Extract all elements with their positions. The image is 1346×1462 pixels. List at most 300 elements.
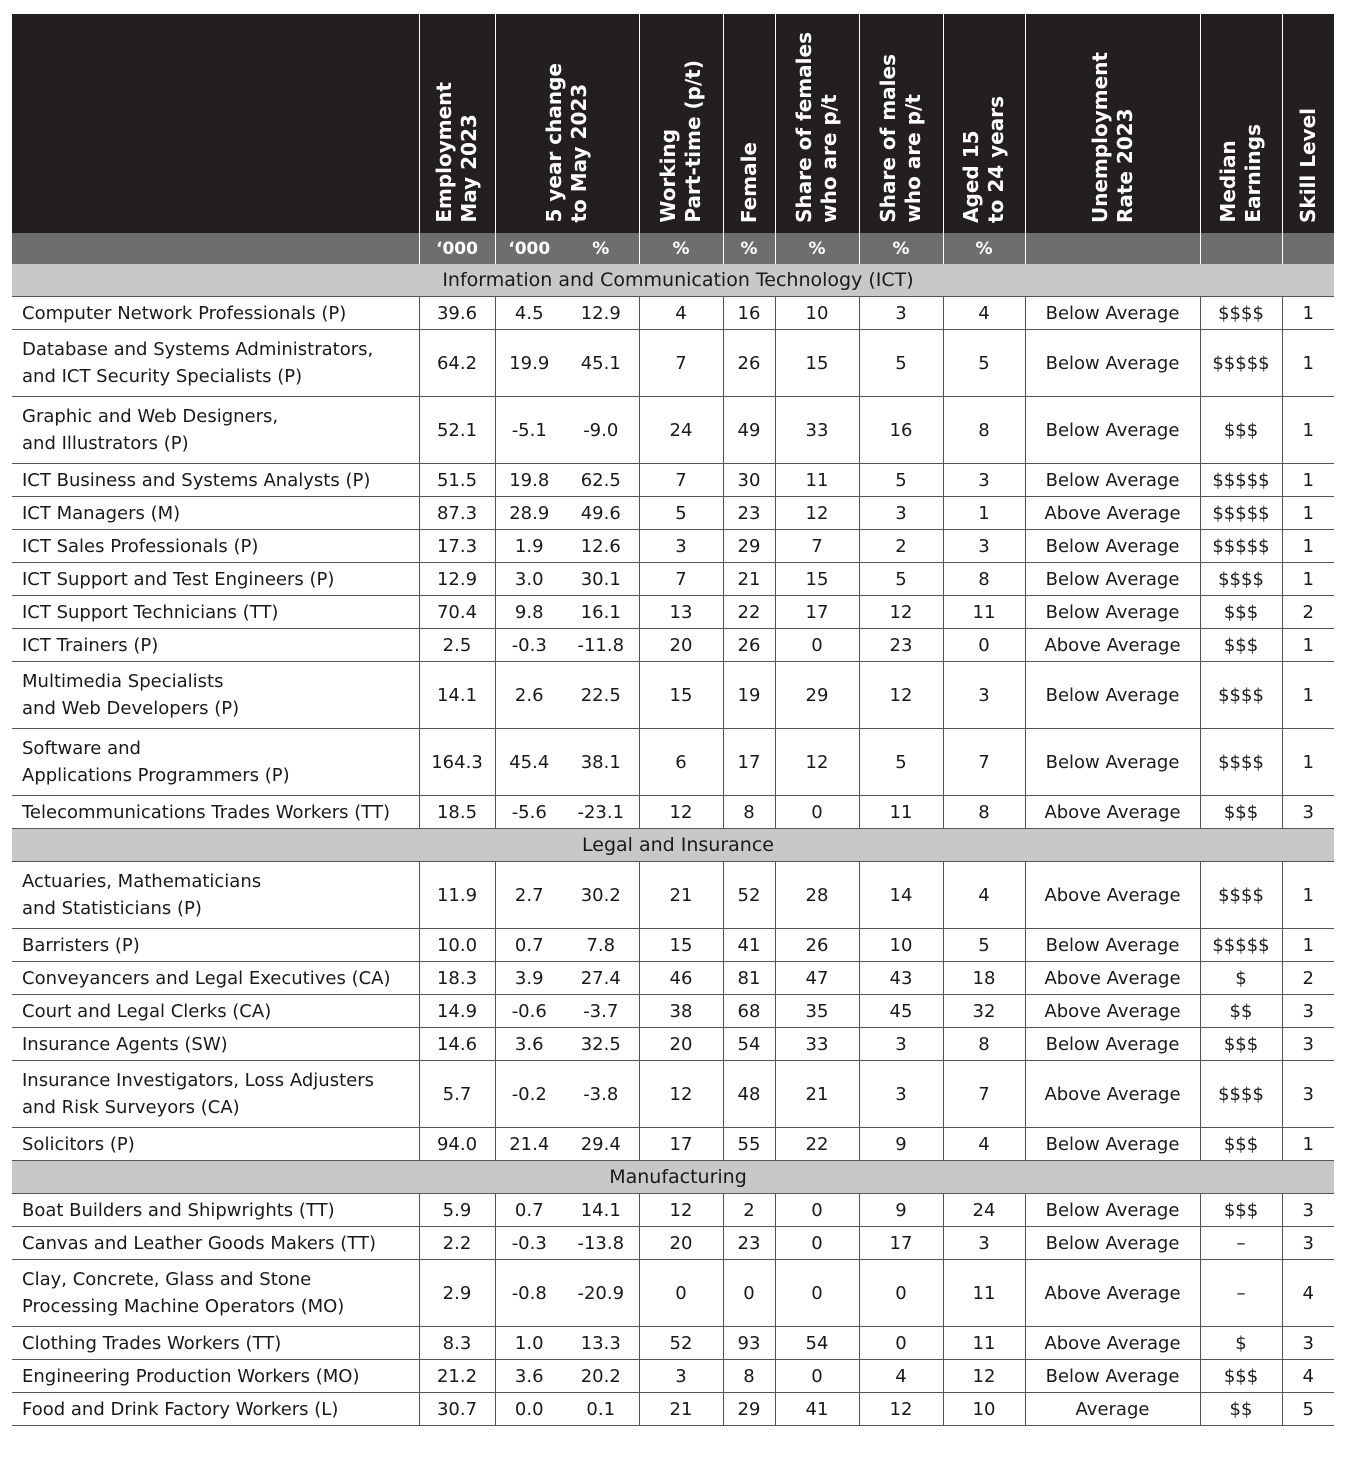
change-pct-cell: 12.9 [563, 297, 639, 330]
change-pct-cell: 7.8 [563, 929, 639, 962]
employment-cell: 2.9 [419, 1260, 495, 1327]
change-pct-cell: 0.1 [563, 1393, 639, 1426]
unit-share-males-pt: % [859, 233, 943, 264]
skill-level-cell: 4 [1282, 1360, 1334, 1393]
unit-skill-level [1282, 233, 1334, 264]
skill-level-cell: 3 [1282, 1061, 1334, 1128]
occupation-cell [12, 1260, 419, 1327]
change-abs-cell: 3.0 [495, 563, 563, 596]
unemployment-rate-cell: Above Average [1025, 629, 1200, 662]
unit-blank [12, 233, 419, 264]
change-abs-cell: -0.3 [495, 629, 563, 662]
share-males-pt-cell: 45 [859, 995, 943, 1028]
aged-15-24-cell: 8 [943, 563, 1025, 596]
section-header-row [12, 264, 1334, 297]
occupation-name-line: and Statisticians (P) [22, 898, 202, 919]
employment-cell: 18.5 [419, 796, 495, 829]
change-abs-cell: 0.7 [495, 1194, 563, 1227]
share-males-pt-cell: 3 [859, 1061, 943, 1128]
unemployment-rate-cell: Below Average [1025, 729, 1200, 796]
table-row [12, 297, 1334, 330]
female-cell: 22 [723, 596, 775, 629]
median-earnings-cell: $ [1200, 962, 1282, 995]
change-abs-cell: -0.3 [495, 1227, 563, 1260]
median-earnings-cell: $$$ [1200, 596, 1282, 629]
aged-15-24-cell: 0 [943, 629, 1025, 662]
occupation-name-line: Canvas and Leather Goods Makers (TT) [22, 1232, 376, 1254]
share-males-pt-cell: 10 [859, 929, 943, 962]
aged-15-24-cell: 3 [943, 464, 1025, 497]
aged-15-24-cell: 8 [943, 397, 1025, 464]
occupation-table-container [12, 14, 1334, 1426]
part-time-cell: 24 [639, 397, 723, 464]
unit-unemployment [1025, 233, 1200, 264]
aged-15-24-cell: 4 [943, 862, 1025, 929]
aged-15-24-cell: 3 [943, 530, 1025, 563]
employment-cell: 70.4 [419, 596, 495, 629]
part-time-cell: 7 [639, 563, 723, 596]
share-females-pt-cell: 15 [775, 563, 859, 596]
aged-15-24-cell: 7 [943, 729, 1025, 796]
table-row [12, 862, 1334, 929]
female-cell: 26 [723, 629, 775, 662]
share-females-pt-cell: 29 [775, 662, 859, 729]
occupation-cell [12, 862, 419, 929]
employment-cell: 14.6 [419, 1028, 495, 1061]
female-cell: 30 [723, 464, 775, 497]
header-median-earnings: Median Earnings [1200, 14, 1282, 233]
part-time-cell: 12 [639, 1061, 723, 1128]
change-abs-cell: 0.7 [495, 929, 563, 962]
skill-level-cell: 2 [1282, 596, 1334, 629]
median-earnings-cell: $$$$ [1200, 563, 1282, 596]
skill-level-cell: 1 [1282, 297, 1334, 330]
table-row [12, 397, 1334, 464]
part-time-cell: 17 [639, 1128, 723, 1161]
employment-cell: 5.9 [419, 1194, 495, 1227]
employment-cell: 8.3 [419, 1327, 495, 1360]
share-males-pt-cell: 2 [859, 530, 943, 563]
share-males-pt-cell: 43 [859, 962, 943, 995]
skill-level-cell: 1 [1282, 464, 1334, 497]
change-abs-cell: 3.9 [495, 962, 563, 995]
female-cell: 17 [723, 729, 775, 796]
occupation-name-line: Multimedia Specialists [22, 671, 224, 692]
table-row [12, 464, 1334, 497]
unemployment-rate-cell: Below Average [1025, 662, 1200, 729]
female-cell: 68 [723, 995, 775, 1028]
occupation-cell [12, 1227, 419, 1260]
aged-15-24-cell: 32 [943, 995, 1025, 1028]
unit-female: % [723, 233, 775, 264]
header-unemployment-rate: Unemployment Rate 2023 [1025, 14, 1200, 233]
median-earnings-cell: $$$$ [1200, 862, 1282, 929]
aged-15-24-cell: 5 [943, 330, 1025, 397]
table-row [12, 596, 1334, 629]
share-females-pt-cell: 33 [775, 397, 859, 464]
change-abs-cell: 1.0 [495, 1327, 563, 1360]
occupation-name-line: Computer Network Professionals (P) [22, 302, 347, 324]
part-time-cell: 21 [639, 1393, 723, 1426]
change-pct-cell: 22.5 [563, 662, 639, 729]
part-time-cell: 3 [639, 530, 723, 563]
female-cell: 23 [723, 1227, 775, 1260]
skill-level-cell: 3 [1282, 1227, 1334, 1260]
female-cell: 16 [723, 297, 775, 330]
table-row [12, 1028, 1334, 1061]
employment-cell: 164.3 [419, 729, 495, 796]
aged-15-24-cell: 11 [943, 1260, 1025, 1327]
header-skill-level: Skill Level [1282, 14, 1334, 233]
skill-level-cell: 3 [1282, 796, 1334, 829]
skill-level-cell: 1 [1282, 729, 1334, 796]
median-earnings-cell: $ [1200, 1327, 1282, 1360]
share-females-pt-cell: 7 [775, 530, 859, 563]
table-row [12, 1327, 1334, 1360]
unemployment-rate-cell: Below Average [1025, 1360, 1200, 1393]
change-pct-cell: 38.1 [563, 729, 639, 796]
change-pct-cell: 45.1 [563, 330, 639, 397]
part-time-cell: 15 [639, 929, 723, 962]
female-cell: 0 [723, 1260, 775, 1327]
unemployment-rate-cell: Below Average [1025, 1194, 1200, 1227]
median-earnings-cell: $$$ [1200, 397, 1282, 464]
change-pct-cell: -11.8 [563, 629, 639, 662]
share-females-pt-cell: 15 [775, 330, 859, 397]
female-cell: 19 [723, 662, 775, 729]
header-five-year-change: 5 year change to May 2023 [495, 14, 639, 233]
share-males-pt-cell: 12 [859, 1393, 943, 1426]
female-cell: 52 [723, 862, 775, 929]
employment-cell: 30.7 [419, 1393, 495, 1426]
occupation-cell [12, 397, 419, 464]
table-row [12, 330, 1334, 397]
occupation-cell [12, 1393, 419, 1426]
occupation-name-line: Database and Systems Administrators, [22, 339, 374, 360]
occupation-name-line: Food and Drink Factory Workers (L) [22, 1398, 339, 1420]
skill-level-cell: 3 [1282, 1327, 1334, 1360]
change-abs-cell: 19.9 [495, 330, 563, 397]
unemployment-rate-cell: Below Average [1025, 596, 1200, 629]
skill-level-cell: 1 [1282, 530, 1334, 563]
unemployment-rate-cell: Below Average [1025, 330, 1200, 397]
section-header-row [12, 1161, 1334, 1194]
employment-cell: 94.0 [419, 1128, 495, 1161]
section-title: Manufacturing [12, 1161, 1334, 1194]
share-males-pt-cell: 16 [859, 397, 943, 464]
aged-15-24-cell: 3 [943, 1227, 1025, 1260]
change-pct-cell: -9.0 [563, 397, 639, 464]
skill-level-cell: 1 [1282, 563, 1334, 596]
share-females-pt-cell: 0 [775, 629, 859, 662]
unit-part-time: % [639, 233, 723, 264]
part-time-cell: 0 [639, 1260, 723, 1327]
change-abs-cell: 3.6 [495, 1028, 563, 1061]
share-females-pt-cell: 22 [775, 1128, 859, 1161]
occupation-name-line: Actuaries, Mathematicians [22, 871, 262, 892]
part-time-cell: 5 [639, 497, 723, 530]
unemployment-rate-cell: Below Average [1025, 1028, 1200, 1061]
unemployment-rate-cell: Below Average [1025, 563, 1200, 596]
change-abs-cell: 28.9 [495, 497, 563, 530]
header-employment: Employment May 2023 [419, 14, 495, 233]
aged-15-24-cell: 7 [943, 1061, 1025, 1128]
table-body [12, 264, 1334, 1426]
change-abs-cell: 21.4 [495, 1128, 563, 1161]
header-share-males-pt: Share of males who are p/t [859, 14, 943, 233]
share-males-pt-cell: 3 [859, 497, 943, 530]
share-females-pt-cell: 0 [775, 1360, 859, 1393]
table-row [12, 1194, 1334, 1227]
change-pct-cell: 20.2 [563, 1360, 639, 1393]
share-females-pt-cell: 41 [775, 1393, 859, 1426]
median-earnings-cell: $$$$ [1200, 1061, 1282, 1128]
skill-level-cell: 2 [1282, 962, 1334, 995]
share-males-pt-cell: 12 [859, 596, 943, 629]
skill-level-cell: 1 [1282, 330, 1334, 397]
unemployment-rate-cell: Average [1025, 1393, 1200, 1426]
occupation-cell [12, 995, 419, 1028]
median-earnings-cell: $$$ [1200, 1360, 1282, 1393]
employment-cell: 2.2 [419, 1227, 495, 1260]
change-pct-cell: 13.3 [563, 1327, 639, 1360]
aged-15-24-cell: 5 [943, 929, 1025, 962]
unit-change-abs: ‘000 [495, 233, 563, 264]
table-row [12, 662, 1334, 729]
occupation-name-line: Clay, Concrete, Glass and Stone [22, 1269, 312, 1290]
occupation-name-line: ICT Business and Systems Analysts (P) [22, 469, 371, 491]
share-females-pt-cell: 12 [775, 497, 859, 530]
unemployment-rate-cell: Below Average [1025, 397, 1200, 464]
occupation-name-line: Barristers (P) [22, 934, 140, 956]
occupation-cell [12, 662, 419, 729]
occupation-cell [12, 962, 419, 995]
share-males-pt-cell: 9 [859, 1128, 943, 1161]
female-cell: 8 [723, 1360, 775, 1393]
table-row [12, 497, 1334, 530]
occupation-cell [12, 1028, 419, 1061]
table-row [12, 1260, 1334, 1327]
share-females-pt-cell: 11 [775, 464, 859, 497]
female-cell: 29 [723, 530, 775, 563]
unemployment-rate-cell: Below Average [1025, 297, 1200, 330]
share-males-pt-cell: 4 [859, 1360, 943, 1393]
female-cell: 23 [723, 497, 775, 530]
share-females-pt-cell: 35 [775, 995, 859, 1028]
unemployment-rate-cell: Above Average [1025, 1260, 1200, 1327]
share-females-pt-cell: 26 [775, 929, 859, 962]
table-row [12, 1393, 1334, 1426]
share-females-pt-cell: 21 [775, 1061, 859, 1128]
occupation-name-line: Clothing Trades Workers (TT) [22, 1332, 282, 1354]
change-abs-cell: 2.6 [495, 662, 563, 729]
share-females-pt-cell: 33 [775, 1028, 859, 1061]
share-males-pt-cell: 3 [859, 297, 943, 330]
share-females-pt-cell: 0 [775, 1260, 859, 1327]
part-time-cell: 12 [639, 1194, 723, 1227]
median-earnings-cell: – [1200, 1227, 1282, 1260]
share-males-pt-cell: 5 [859, 729, 943, 796]
median-earnings-cell: $$$ [1200, 1128, 1282, 1161]
median-earnings-cell: – [1200, 1260, 1282, 1327]
female-cell: 8 [723, 796, 775, 829]
occupation-name-line: ICT Support Technicians (TT) [22, 601, 279, 623]
occupation-name-line: and Risk Surveyors (CA) [22, 1097, 240, 1118]
employment-cell: 18.3 [419, 962, 495, 995]
female-cell: 2 [723, 1194, 775, 1227]
change-pct-cell: 29.4 [563, 1128, 639, 1161]
change-abs-cell: 4.5 [495, 297, 563, 330]
occupation-cell [12, 1194, 419, 1227]
share-males-pt-cell: 12 [859, 662, 943, 729]
skill-level-cell: 1 [1282, 929, 1334, 962]
change-abs-cell: 9.8 [495, 596, 563, 629]
occupation-cell [12, 330, 419, 397]
table-row [12, 995, 1334, 1028]
part-time-cell: 21 [639, 862, 723, 929]
unit-median-earnings [1200, 233, 1282, 264]
skill-level-cell: 3 [1282, 1028, 1334, 1061]
part-time-cell: 38 [639, 995, 723, 1028]
section-header-row [12, 829, 1334, 862]
skill-level-cell: 1 [1282, 662, 1334, 729]
median-earnings-cell: $$$$$ [1200, 330, 1282, 397]
change-pct-cell: -23.1 [563, 796, 639, 829]
occupation-name-line: Engineering Production Workers (MO) [22, 1365, 360, 1387]
occupation-cell [12, 596, 419, 629]
female-cell: 54 [723, 1028, 775, 1061]
occupation-cell [12, 497, 419, 530]
employment-cell: 14.9 [419, 995, 495, 1028]
employment-cell: 87.3 [419, 497, 495, 530]
occupation-cell [12, 796, 419, 829]
skill-level-cell: 1 [1282, 629, 1334, 662]
skill-level-cell: 3 [1282, 995, 1334, 1028]
aged-15-24-cell: 8 [943, 1028, 1025, 1061]
aged-15-24-cell: 11 [943, 596, 1025, 629]
unemployment-rate-cell: Above Average [1025, 862, 1200, 929]
share-females-pt-cell: 12 [775, 729, 859, 796]
part-time-cell: 20 [639, 1227, 723, 1260]
share-females-pt-cell: 0 [775, 1194, 859, 1227]
female-cell: 49 [723, 397, 775, 464]
share-females-pt-cell: 10 [775, 297, 859, 330]
unit-aged-15-24: % [943, 233, 1025, 264]
aged-15-24-cell: 12 [943, 1360, 1025, 1393]
change-abs-cell: -0.6 [495, 995, 563, 1028]
aged-15-24-cell: 4 [943, 297, 1025, 330]
change-abs-cell: -0.8 [495, 1260, 563, 1327]
median-earnings-cell: $$$ [1200, 1194, 1282, 1227]
unemployment-rate-cell: Below Average [1025, 530, 1200, 563]
part-time-cell: 7 [639, 330, 723, 397]
change-pct-cell: -20.9 [563, 1260, 639, 1327]
unemployment-rate-cell: Above Average [1025, 995, 1200, 1028]
median-earnings-cell: $$$$ [1200, 662, 1282, 729]
occupation-name-line: Processing Machine Operators (MO) [22, 1296, 345, 1317]
share-females-pt-cell: 54 [775, 1327, 859, 1360]
share-males-pt-cell: 17 [859, 1227, 943, 1260]
occupation-name-line: Insurance Agents (SW) [22, 1033, 228, 1055]
unemployment-rate-cell: Below Average [1025, 1128, 1200, 1161]
occupation-cell [12, 1061, 419, 1128]
share-males-pt-cell: 14 [859, 862, 943, 929]
occupation-cell [12, 1128, 419, 1161]
female-cell: 48 [723, 1061, 775, 1128]
skill-level-cell: 5 [1282, 1393, 1334, 1426]
unemployment-rate-cell: Above Average [1025, 1327, 1200, 1360]
occupation-table [12, 14, 1334, 1426]
part-time-cell: 13 [639, 596, 723, 629]
occupation-cell [12, 929, 419, 962]
part-time-cell: 3 [639, 1360, 723, 1393]
median-earnings-cell: $$$ [1200, 629, 1282, 662]
unemployment-rate-cell: Above Average [1025, 796, 1200, 829]
female-cell: 93 [723, 1327, 775, 1360]
change-abs-cell: -5.1 [495, 397, 563, 464]
part-time-cell: 20 [639, 629, 723, 662]
unemployment-rate-cell: Below Average [1025, 1227, 1200, 1260]
share-females-pt-cell: 0 [775, 1227, 859, 1260]
change-abs-cell: 2.7 [495, 862, 563, 929]
occupation-name-line: Telecommunications Trades Workers (TT) [22, 801, 390, 823]
change-pct-cell: 27.4 [563, 962, 639, 995]
change-pct-cell: -13.8 [563, 1227, 639, 1260]
part-time-cell: 46 [639, 962, 723, 995]
skill-level-cell: 1 [1282, 497, 1334, 530]
unemployment-rate-cell: Above Average [1025, 497, 1200, 530]
employment-cell: 17.3 [419, 530, 495, 563]
change-abs-cell: 3.6 [495, 1360, 563, 1393]
change-abs-cell: 1.9 [495, 530, 563, 563]
occupation-name-line: Boat Builders and Shipwrights (TT) [22, 1199, 335, 1221]
share-females-pt-cell: 17 [775, 596, 859, 629]
share-males-pt-cell: 9 [859, 1194, 943, 1227]
occupation-name-line: Graphic and Web Designers, [22, 406, 279, 427]
female-cell: 26 [723, 330, 775, 397]
change-abs-cell: 19.8 [495, 464, 563, 497]
unit-change-pct: % [563, 233, 639, 264]
change-pct-cell: 16.1 [563, 596, 639, 629]
unemployment-rate-cell: Below Average [1025, 929, 1200, 962]
change-pct-cell: -3.8 [563, 1061, 639, 1128]
employment-cell: 11.9 [419, 862, 495, 929]
occupation-cell [12, 629, 419, 662]
share-females-pt-cell: 28 [775, 862, 859, 929]
part-time-cell: 52 [639, 1327, 723, 1360]
table-row [12, 962, 1334, 995]
change-pct-cell: 32.5 [563, 1028, 639, 1061]
header-part-time: Working Part-time (p/t) [639, 14, 723, 233]
occupation-cell [12, 297, 419, 330]
aged-15-24-cell: 11 [943, 1327, 1025, 1360]
employment-cell: 14.1 [419, 662, 495, 729]
change-pct-cell: 12.6 [563, 530, 639, 563]
occupation-name-line: ICT Managers (M) [22, 502, 181, 524]
header-share-females-pt: Share of females who are p/t [775, 14, 859, 233]
female-cell: 55 [723, 1128, 775, 1161]
occupation-name-line: and Illustrators (P) [22, 433, 189, 454]
table-row [12, 629, 1334, 662]
aged-15-24-cell: 18 [943, 962, 1025, 995]
change-abs-cell: -0.2 [495, 1061, 563, 1128]
table-row [12, 1061, 1334, 1128]
change-abs-cell: 0.0 [495, 1393, 563, 1426]
employment-cell: 10.0 [419, 929, 495, 962]
header-aged-15-24: Aged 15 to 24 years [943, 14, 1025, 233]
change-pct-cell: 49.6 [563, 497, 639, 530]
table-row [12, 796, 1334, 829]
